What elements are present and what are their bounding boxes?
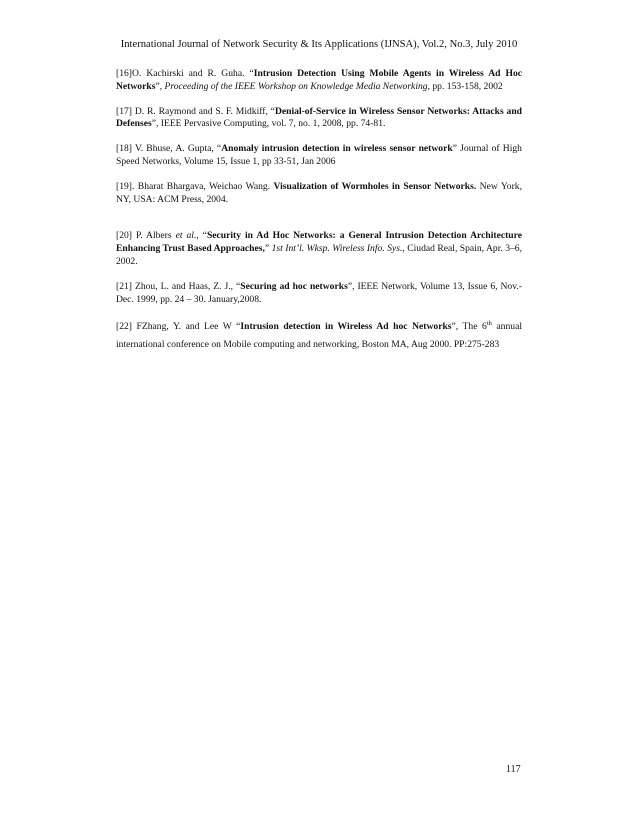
reference-text: [21] Zhou, L. and Haas, Z. J., “ xyxy=(116,280,241,292)
reference-text: ” Journal of High Speed Networks, Volume 15, Issue 1, pp 33-51, Jan 2006 xyxy=(116,143,522,167)
reference-text: New York, NY, USA: ACM Press, 2004. xyxy=(116,180,522,205)
running-header: International Journal of Network Security & Its Applications (IJNSA), Vol.2, No.3, July 2010 xyxy=(120,39,518,50)
reference-text: annual international conference on Mobile computing and networking, Boston MA, Aug 2000. PP:275-283 xyxy=(116,321,522,351)
reference-entry xyxy=(116,106,522,132)
reference-text: ”, xyxy=(155,80,165,92)
reference-text: ”, IEEE Pervasive Computing, vol. 7, no. 1, 2008, pp. 74-81. xyxy=(151,118,386,130)
reference-venue: 1st Int’l. Wksp. Wireless Info. Sys. xyxy=(271,243,403,255)
reference-text: [18] V. Bhuse, A. Gupta, “ xyxy=(116,143,222,155)
reference-venue: Proceeding of the IEEE Workshop on Knowledge Media Networking xyxy=(164,80,428,92)
reference-text: th xyxy=(486,320,492,328)
reference-text: ”, The 6 xyxy=(451,321,487,333)
reference-venue: et al xyxy=(175,230,194,242)
reference-title: Visualization of Wormholes in Sensor Networks. xyxy=(273,180,477,192)
reference-text: [19]. Bharat Bhargava, Weichao Wang. xyxy=(116,180,274,192)
reference-text: ” xyxy=(264,243,272,255)
reference-entry xyxy=(116,230,522,268)
reference-text: ., “ xyxy=(193,230,207,242)
reference-entry xyxy=(116,143,522,169)
references-list xyxy=(116,68,522,366)
reference-text: , pp. 153-158, 2002 xyxy=(427,80,503,92)
reference-entry xyxy=(116,281,522,307)
reference-entry xyxy=(116,68,522,94)
reference-entry xyxy=(116,181,522,207)
reference-title: Denial-of-Service in Wireless Sensor Networks: Attacks and Defenses xyxy=(116,105,523,130)
reference-title: Security in Ad Hoc Networks: a General Intrusion Detection Architecture Enhancing Trust Based Approaches, xyxy=(116,230,522,255)
reference-title: Anomaly intrusion detection in wireless sensor network xyxy=(221,143,453,155)
reference-text: [17] D. R. Raymond and S. F. Midkiff, “ xyxy=(116,105,275,117)
reference-text: [16]O. Kachirski and R. Guha. “ xyxy=(116,68,254,79)
reference-title: Intrusion detection in Wireless Ad hoc Networks xyxy=(240,321,452,333)
reference-text: , Ciudad Real, Spain, Apr. 3–6, 2002. xyxy=(116,243,522,267)
reference-title: Intrusion Detection Using Mobile Agents in Wireless Ad Hoc Networks xyxy=(116,68,522,92)
reference-text: [20] P. Albers xyxy=(116,230,176,242)
page-number: 117 xyxy=(506,764,521,775)
reference-text: ”, IEEE Network, Volume 13, Issue 6, Nov.-Dec. 1999, pp. 24 – 30. January,2008. xyxy=(116,280,522,305)
reference-title: Securing ad hoc networks xyxy=(240,280,348,292)
reference-entry xyxy=(116,318,522,354)
reference-text: [22] FZhang, Y. and Lee W “ xyxy=(116,321,241,333)
